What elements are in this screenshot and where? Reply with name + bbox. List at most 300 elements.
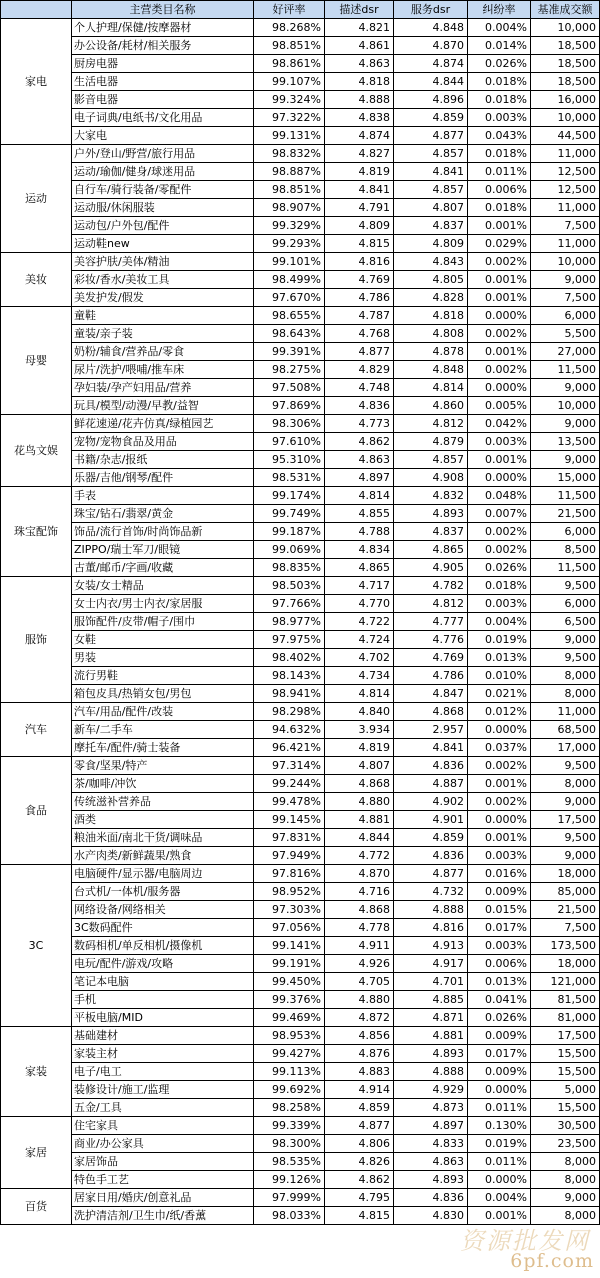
service-dsr-cell: 4.836 xyxy=(394,757,468,775)
base-sales-cell: 6,000 xyxy=(531,523,600,541)
base-sales-cell: 21,500 xyxy=(531,505,600,523)
subcategory-name-cell: 电子词典/电纸书/文化用品 xyxy=(72,109,254,127)
dispute-rate-cell: 0.011% xyxy=(468,163,531,181)
description-dsr-cell: 4.872 xyxy=(325,1009,394,1027)
service-dsr-cell: 4.870 xyxy=(394,37,468,55)
description-dsr-cell: 4.870 xyxy=(325,865,394,883)
dispute-rate-cell: 0.001% xyxy=(468,271,531,289)
table-row xyxy=(1,487,600,505)
description-dsr-cell: 4.897 xyxy=(325,469,394,487)
description-dsr-cell: 4.914 xyxy=(325,1081,394,1099)
positive-rating-cell: 98.268% xyxy=(254,19,325,37)
table-row xyxy=(1,1027,600,1045)
subcategory-name-cell: 鲜花速递/花卉仿真/绿植园艺 xyxy=(72,415,254,433)
subcategory-name-cell: 3C数码配件 xyxy=(72,919,254,937)
subcategory-name-cell: 生活电器 xyxy=(72,73,254,91)
service-dsr-cell: 4.818 xyxy=(394,307,468,325)
positive-rating-cell: 98.832% xyxy=(254,145,325,163)
base-sales-cell: 8,000 xyxy=(531,685,600,703)
description-dsr-cell: 4.717 xyxy=(325,577,394,595)
description-dsr-cell: 4.772 xyxy=(325,847,394,865)
table-row xyxy=(1,253,600,271)
subcategory-name-cell: 基础建材 xyxy=(72,1027,254,1045)
table-row xyxy=(1,91,600,109)
base-sales-cell: 85,000 xyxy=(531,883,600,901)
description-dsr-cell: 4.883 xyxy=(325,1063,394,1081)
table-row xyxy=(1,55,600,73)
subcategory-name-cell: 家装主材 xyxy=(72,1045,254,1063)
description-dsr-cell: 4.868 xyxy=(325,775,394,793)
base-sales-cell: 9,000 xyxy=(531,847,600,865)
table-row xyxy=(1,109,600,127)
positive-rating-cell: 98.535% xyxy=(254,1153,325,1171)
service-dsr-cell: 4.843 xyxy=(394,253,468,271)
service-dsr-cell: 4.857 xyxy=(394,451,468,469)
service-dsr-cell: 4.777 xyxy=(394,613,468,631)
table-row xyxy=(1,577,600,595)
service-dsr-cell: 4.917 xyxy=(394,955,468,973)
description-dsr-cell: 3.934 xyxy=(325,721,394,739)
dispute-rate-cell: 0.002% xyxy=(468,541,531,559)
positive-rating-cell: 99.141% xyxy=(254,937,325,955)
subcategory-name-cell: 饰品/流行首饰/时尚饰品新 xyxy=(72,523,254,541)
table-row xyxy=(1,1153,600,1171)
dispute-rate-cell: 0.003% xyxy=(468,847,531,865)
dispute-rate-cell: 0.004% xyxy=(468,19,531,37)
base-sales-cell: 6,000 xyxy=(531,307,600,325)
service-dsr-cell: 4.893 xyxy=(394,1171,468,1189)
subcategory-name-cell: 运动/瑜伽/健身/球迷用品 xyxy=(72,163,254,181)
table-body xyxy=(1,19,600,1225)
service-dsr-cell: 4.809 xyxy=(394,235,468,253)
category-cell: 运动 xyxy=(1,145,72,253)
service-dsr-cell: 4.860 xyxy=(394,397,468,415)
description-dsr-cell: 4.748 xyxy=(325,379,394,397)
positive-rating-cell: 97.766% xyxy=(254,595,325,613)
dispute-rate-cell: 0.000% xyxy=(468,307,531,325)
description-dsr-cell: 4.786 xyxy=(325,289,394,307)
dispute-rate-cell: 0.009% xyxy=(468,1063,531,1081)
dispute-rate-cell: 0.002% xyxy=(468,253,531,271)
subcategory-name-cell: 美发护发/假发 xyxy=(72,289,254,307)
table-row xyxy=(1,199,600,217)
subcategory-name-cell: 平板电脑/MID xyxy=(72,1009,254,1027)
base-sales-cell: 12,500 xyxy=(531,181,600,199)
subcategory-name-cell: 台式机/一体机/服务器 xyxy=(72,883,254,901)
table-row xyxy=(1,469,600,487)
dispute-rate-cell: 0.041% xyxy=(468,991,531,1009)
description-dsr-cell: 4.888 xyxy=(325,91,394,109)
description-dsr-cell: 4.807 xyxy=(325,757,394,775)
dispute-rate-cell: 0.014% xyxy=(468,37,531,55)
base-sales-cell: 11,000 xyxy=(531,235,600,253)
table-row xyxy=(1,397,600,415)
service-dsr-cell: 4.832 xyxy=(394,487,468,505)
header-service-dsr: 服务dsr xyxy=(394,1,468,19)
positive-rating-cell: 95.310% xyxy=(254,451,325,469)
service-dsr-cell: 4.769 xyxy=(394,649,468,667)
base-sales-cell: 11,000 xyxy=(531,145,600,163)
subcategory-name-cell: 珠宝/钻石/翡翠/黄金 xyxy=(72,505,254,523)
dispute-rate-cell: 0.009% xyxy=(468,1027,531,1045)
description-dsr-cell: 4.841 xyxy=(325,181,394,199)
dispute-rate-cell: 0.019% xyxy=(468,631,531,649)
subcategory-name-cell: 水产肉类/新鲜蔬果/熟食 xyxy=(72,847,254,865)
table-row xyxy=(1,757,600,775)
service-dsr-cell: 4.828 xyxy=(394,289,468,307)
service-dsr-cell: 4.871 xyxy=(394,1009,468,1027)
base-sales-cell: 10,000 xyxy=(531,109,600,127)
subcategory-name-cell: 古董/邮币/字画/收藏 xyxy=(72,559,254,577)
table-row xyxy=(1,271,600,289)
subcategory-name-cell: 电子/电工 xyxy=(72,1063,254,1081)
base-sales-cell: 11,500 xyxy=(531,361,600,379)
positive-rating-cell: 99.339% xyxy=(254,1117,325,1135)
description-dsr-cell: 4.814 xyxy=(325,685,394,703)
table-row xyxy=(1,145,600,163)
positive-rating-cell: 99.131% xyxy=(254,127,325,145)
service-dsr-cell: 4.878 xyxy=(394,343,468,361)
dispute-rate-cell: 0.002% xyxy=(468,793,531,811)
category-cell: 珠宝配饰 xyxy=(1,487,72,577)
description-dsr-cell: 4.787 xyxy=(325,307,394,325)
positive-rating-cell: 98.835% xyxy=(254,559,325,577)
positive-rating-cell: 99.692% xyxy=(254,1081,325,1099)
positive-rating-cell: 94.632% xyxy=(254,721,325,739)
description-dsr-cell: 4.788 xyxy=(325,523,394,541)
table-row xyxy=(1,703,600,721)
table-row xyxy=(1,883,600,901)
base-sales-cell: 10,000 xyxy=(531,397,600,415)
subcategory-name-cell: 玩具/模型/动漫/早教/益智 xyxy=(72,397,254,415)
service-dsr-cell: 4.830 xyxy=(394,1207,468,1225)
dispute-rate-cell: 0.009% xyxy=(468,883,531,901)
positive-rating-cell: 99.293% xyxy=(254,235,325,253)
positive-rating-cell: 99.126% xyxy=(254,1171,325,1189)
header-category xyxy=(1,1,72,19)
description-dsr-cell: 4.862 xyxy=(325,433,394,451)
subcategory-name-cell: 彩妆/香水/美妆工具 xyxy=(72,271,254,289)
positive-rating-cell: 98.306% xyxy=(254,415,325,433)
category-cell: 家电 xyxy=(1,19,72,145)
subcategory-name-cell: 童装/亲子装 xyxy=(72,325,254,343)
dispute-rate-cell: 0.016% xyxy=(468,865,531,883)
base-sales-cell: 7,500 xyxy=(531,289,600,307)
base-sales-cell: 18,500 xyxy=(531,37,600,55)
service-dsr-cell: 4.874 xyxy=(394,55,468,73)
subcategory-name-cell: 孕妇装/孕产妇用品/营养 xyxy=(72,379,254,397)
table-row xyxy=(1,829,600,847)
dispute-rate-cell: 0.013% xyxy=(468,973,531,991)
subcategory-name-cell: 男装 xyxy=(72,649,254,667)
service-dsr-cell: 4.865 xyxy=(394,541,468,559)
service-dsr-cell: 4.786 xyxy=(394,667,468,685)
subcategory-name-cell: 女士内衣/男士内衣/家居服 xyxy=(72,595,254,613)
table-row xyxy=(1,613,600,631)
service-dsr-cell: 4.893 xyxy=(394,1045,468,1063)
table-row xyxy=(1,217,600,235)
dispute-rate-cell: 0.012% xyxy=(468,703,531,721)
service-dsr-cell: 4.808 xyxy=(394,325,468,343)
subcategory-name-cell: 茶/咖啡/冲饮 xyxy=(72,775,254,793)
subcategory-name-cell: 手机 xyxy=(72,991,254,1009)
positive-rating-cell: 98.861% xyxy=(254,55,325,73)
service-dsr-cell: 4.905 xyxy=(394,559,468,577)
base-sales-cell: 10,000 xyxy=(531,253,600,271)
dispute-rate-cell: 0.018% xyxy=(468,91,531,109)
base-sales-cell: 17,500 xyxy=(531,1027,600,1045)
positive-rating-cell: 98.952% xyxy=(254,883,325,901)
description-dsr-cell: 4.836 xyxy=(325,397,394,415)
base-sales-cell: 8,000 xyxy=(531,667,600,685)
service-dsr-cell: 4.848 xyxy=(394,19,468,37)
subcategory-name-cell: 居家日用/婚庆/创意礼品 xyxy=(72,1189,254,1207)
positive-rating-cell: 98.941% xyxy=(254,685,325,703)
base-sales-cell: 5,500 xyxy=(531,325,600,343)
dispute-rate-cell: 0.015% xyxy=(468,901,531,919)
description-dsr-cell: 4.834 xyxy=(325,541,394,559)
subcategory-name-cell: 汽车/用品/配件/改装 xyxy=(72,703,254,721)
subcategory-name-cell: 尿片/洗护/喂哺/推车床 xyxy=(72,361,254,379)
service-dsr-cell: 4.836 xyxy=(394,1189,468,1207)
positive-rating-cell: 97.508% xyxy=(254,379,325,397)
dispute-rate-cell: 0.002% xyxy=(468,757,531,775)
dispute-rate-cell: 0.002% xyxy=(468,325,531,343)
positive-rating-cell: 98.033% xyxy=(254,1207,325,1225)
base-sales-cell: 15,000 xyxy=(531,469,600,487)
positive-rating-cell: 98.143% xyxy=(254,667,325,685)
table-row xyxy=(1,19,600,37)
dispute-rate-cell: 0.003% xyxy=(468,433,531,451)
subcategory-name-cell: 大家电 xyxy=(72,127,254,145)
table-row xyxy=(1,595,600,613)
base-sales-cell: 11,500 xyxy=(531,487,600,505)
base-sales-cell: 11,500 xyxy=(531,559,600,577)
description-dsr-cell: 4.819 xyxy=(325,163,394,181)
positive-rating-cell: 97.999% xyxy=(254,1189,325,1207)
positive-rating-cell: 97.056% xyxy=(254,919,325,937)
description-dsr-cell: 4.724 xyxy=(325,631,394,649)
description-dsr-cell: 4.863 xyxy=(325,55,394,73)
table-row xyxy=(1,559,600,577)
dispute-rate-cell: 0.029% xyxy=(468,235,531,253)
dispute-rate-cell: 0.006% xyxy=(468,181,531,199)
service-dsr-cell: 4.837 xyxy=(394,217,468,235)
base-sales-cell: 30,500 xyxy=(531,1117,600,1135)
base-sales-cell: 9,000 xyxy=(531,451,600,469)
table-row xyxy=(1,793,600,811)
dispute-rate-cell: 0.048% xyxy=(468,487,531,505)
positive-rating-cell: 98.499% xyxy=(254,271,325,289)
subcategory-name-cell: 洗护清洁剂/卫生巾/纸/香薰 xyxy=(72,1207,254,1225)
positive-rating-cell: 98.953% xyxy=(254,1027,325,1045)
service-dsr-cell: 4.847 xyxy=(394,685,468,703)
table-row xyxy=(1,523,600,541)
description-dsr-cell: 4.880 xyxy=(325,793,394,811)
table-row xyxy=(1,1063,600,1081)
subcategory-name-cell: 电脑硬件/显示器/电脑周边 xyxy=(72,865,254,883)
category-cell: 3C xyxy=(1,865,72,1027)
service-dsr-cell: 4.873 xyxy=(394,1099,468,1117)
dispute-rate-cell: 0.018% xyxy=(468,145,531,163)
subcategory-name-cell: 乐器/吉他/钢琴/配件 xyxy=(72,469,254,487)
table-row xyxy=(1,163,600,181)
description-dsr-cell: 4.856 xyxy=(325,1027,394,1045)
dispute-rate-cell: 0.017% xyxy=(468,919,531,937)
dispute-rate-cell: 0.010% xyxy=(468,667,531,685)
base-sales-cell: 8,000 xyxy=(531,1171,600,1189)
category-cell: 食品 xyxy=(1,757,72,865)
subcategory-name-cell: 传统滋补营养品 xyxy=(72,793,254,811)
subcategory-name-cell: 自行车/骑行装备/零配件 xyxy=(72,181,254,199)
positive-rating-cell: 99.191% xyxy=(254,955,325,973)
service-dsr-cell: 4.896 xyxy=(394,91,468,109)
service-dsr-cell: 4.837 xyxy=(394,523,468,541)
subcategory-name-cell: 电玩/配件/游戏/攻略 xyxy=(72,955,254,973)
positive-rating-cell: 98.643% xyxy=(254,325,325,343)
table-row xyxy=(1,505,600,523)
positive-rating-cell: 97.816% xyxy=(254,865,325,883)
service-dsr-cell: 4.877 xyxy=(394,865,468,883)
description-dsr-cell: 4.716 xyxy=(325,883,394,901)
base-sales-cell: 9,000 xyxy=(531,793,600,811)
subcategory-name-cell: ZIPPO/瑞士军刀/眼镜 xyxy=(72,541,254,559)
positive-rating-cell: 99.450% xyxy=(254,973,325,991)
dispute-rate-cell: 0.001% xyxy=(468,451,531,469)
base-sales-cell: 15,500 xyxy=(531,1099,600,1117)
base-sales-cell: 16,000 xyxy=(531,91,600,109)
description-dsr-cell: 4.829 xyxy=(325,361,394,379)
base-sales-cell: 21,500 xyxy=(531,901,600,919)
service-dsr-cell: 4.836 xyxy=(394,847,468,865)
subcategory-name-cell: 影音电器 xyxy=(72,91,254,109)
dispute-rate-cell: 0.011% xyxy=(468,1099,531,1117)
base-sales-cell: 12,500 xyxy=(531,163,600,181)
subcategory-name-cell: 箱包皮具/热销女包/男包 xyxy=(72,685,254,703)
positive-rating-cell: 98.887% xyxy=(254,163,325,181)
dispute-rate-cell: 0.001% xyxy=(468,217,531,235)
description-dsr-cell: 4.826 xyxy=(325,1153,394,1171)
positive-rating-cell: 99.187% xyxy=(254,523,325,541)
positive-rating-cell: 98.503% xyxy=(254,577,325,595)
dispute-rate-cell: 0.021% xyxy=(468,685,531,703)
subcategory-name-cell: 数码相机/单反相机/摄像机 xyxy=(72,937,254,955)
description-dsr-cell: 4.838 xyxy=(325,109,394,127)
category-cell: 服饰 xyxy=(1,577,72,703)
base-sales-cell: 18,000 xyxy=(531,865,600,883)
table-row xyxy=(1,973,600,991)
description-dsr-cell: 4.863 xyxy=(325,451,394,469)
base-sales-cell: 9,000 xyxy=(531,631,600,649)
table-row xyxy=(1,415,600,433)
header-dispute: 纠纷率 xyxy=(468,1,531,19)
dispute-rate-cell: 0.001% xyxy=(468,829,531,847)
table-row xyxy=(1,433,600,451)
positive-rating-cell: 98.298% xyxy=(254,703,325,721)
service-dsr-cell: 4.879 xyxy=(394,433,468,451)
service-dsr-cell: 4.848 xyxy=(394,361,468,379)
subcategory-name-cell: 家居饰品 xyxy=(72,1153,254,1171)
base-sales-cell: 27,000 xyxy=(531,343,600,361)
table-row xyxy=(1,127,600,145)
positive-rating-cell: 97.314% xyxy=(254,757,325,775)
subcategory-name-cell: 服饰配件/皮带/帽子/围巾 xyxy=(72,613,254,631)
subcategory-name-cell: 特色手工艺 xyxy=(72,1171,254,1189)
description-dsr-cell: 4.840 xyxy=(325,703,394,721)
table-row xyxy=(1,1135,600,1153)
service-dsr-cell: 2.957 xyxy=(394,721,468,739)
table-row xyxy=(1,919,600,937)
service-dsr-cell: 4.868 xyxy=(394,703,468,721)
description-dsr-cell: 4.778 xyxy=(325,919,394,937)
table-row xyxy=(1,1117,600,1135)
dispute-rate-cell: 0.043% xyxy=(468,127,531,145)
service-dsr-cell: 4.857 xyxy=(394,181,468,199)
subcategory-name-cell: 零食/坚果/特产 xyxy=(72,757,254,775)
subcategory-name-cell: 网络设备/网络相关 xyxy=(72,901,254,919)
description-dsr-cell: 4.877 xyxy=(325,343,394,361)
service-dsr-cell: 4.929 xyxy=(394,1081,468,1099)
table-row xyxy=(1,181,600,199)
dispute-rate-cell: 0.018% xyxy=(468,73,531,91)
base-sales-cell: 44,500 xyxy=(531,127,600,145)
description-dsr-cell: 4.814 xyxy=(325,487,394,505)
positive-rating-cell: 97.949% xyxy=(254,847,325,865)
table-row xyxy=(1,775,600,793)
table-row xyxy=(1,37,600,55)
dispute-rate-cell: 0.026% xyxy=(468,55,531,73)
service-dsr-cell: 4.887 xyxy=(394,775,468,793)
service-dsr-cell: 4.859 xyxy=(394,109,468,127)
base-sales-cell: 9,500 xyxy=(531,649,600,667)
base-sales-cell: 6,000 xyxy=(531,595,600,613)
watermark-main: 资源批发网 xyxy=(460,1227,590,1255)
positive-rating-cell: 98.977% xyxy=(254,613,325,631)
service-dsr-cell: 4.812 xyxy=(394,595,468,613)
table-row xyxy=(1,937,600,955)
base-sales-cell: 18,500 xyxy=(531,73,600,91)
service-dsr-cell: 4.902 xyxy=(394,793,468,811)
positive-rating-cell: 98.851% xyxy=(254,181,325,199)
positive-rating-cell: 98.851% xyxy=(254,37,325,55)
description-dsr-cell: 4.795 xyxy=(325,1189,394,1207)
description-dsr-cell: 4.816 xyxy=(325,253,394,271)
subcategory-name-cell: 粮油米面/南北干货/调味品 xyxy=(72,829,254,847)
base-sales-cell: 121,000 xyxy=(531,973,600,991)
positive-rating-cell: 97.670% xyxy=(254,289,325,307)
description-dsr-cell: 4.874 xyxy=(325,127,394,145)
service-dsr-cell: 4.888 xyxy=(394,901,468,919)
table-row xyxy=(1,811,600,829)
service-dsr-cell: 4.782 xyxy=(394,577,468,595)
positive-rating-cell: 99.107% xyxy=(254,73,325,91)
base-sales-cell: 17,500 xyxy=(531,811,600,829)
table-row xyxy=(1,343,600,361)
category-cell: 百货 xyxy=(1,1189,72,1225)
base-sales-cell: 9,000 xyxy=(531,271,600,289)
dispute-rate-cell: 0.000% xyxy=(468,1081,531,1099)
dispute-rate-cell: 0.018% xyxy=(468,199,531,217)
subcategory-name-cell: 办公设备/耗材/相关服务 xyxy=(72,37,254,55)
positive-rating-cell: 99.244% xyxy=(254,775,325,793)
table-row xyxy=(1,847,600,865)
base-sales-cell: 11,000 xyxy=(531,199,600,217)
subcategory-name-cell: 运动鞋new xyxy=(72,235,254,253)
table-row xyxy=(1,361,600,379)
base-sales-cell: 5,000 xyxy=(531,1081,600,1099)
dispute-rate-cell: 0.002% xyxy=(468,361,531,379)
table-row xyxy=(1,307,600,325)
